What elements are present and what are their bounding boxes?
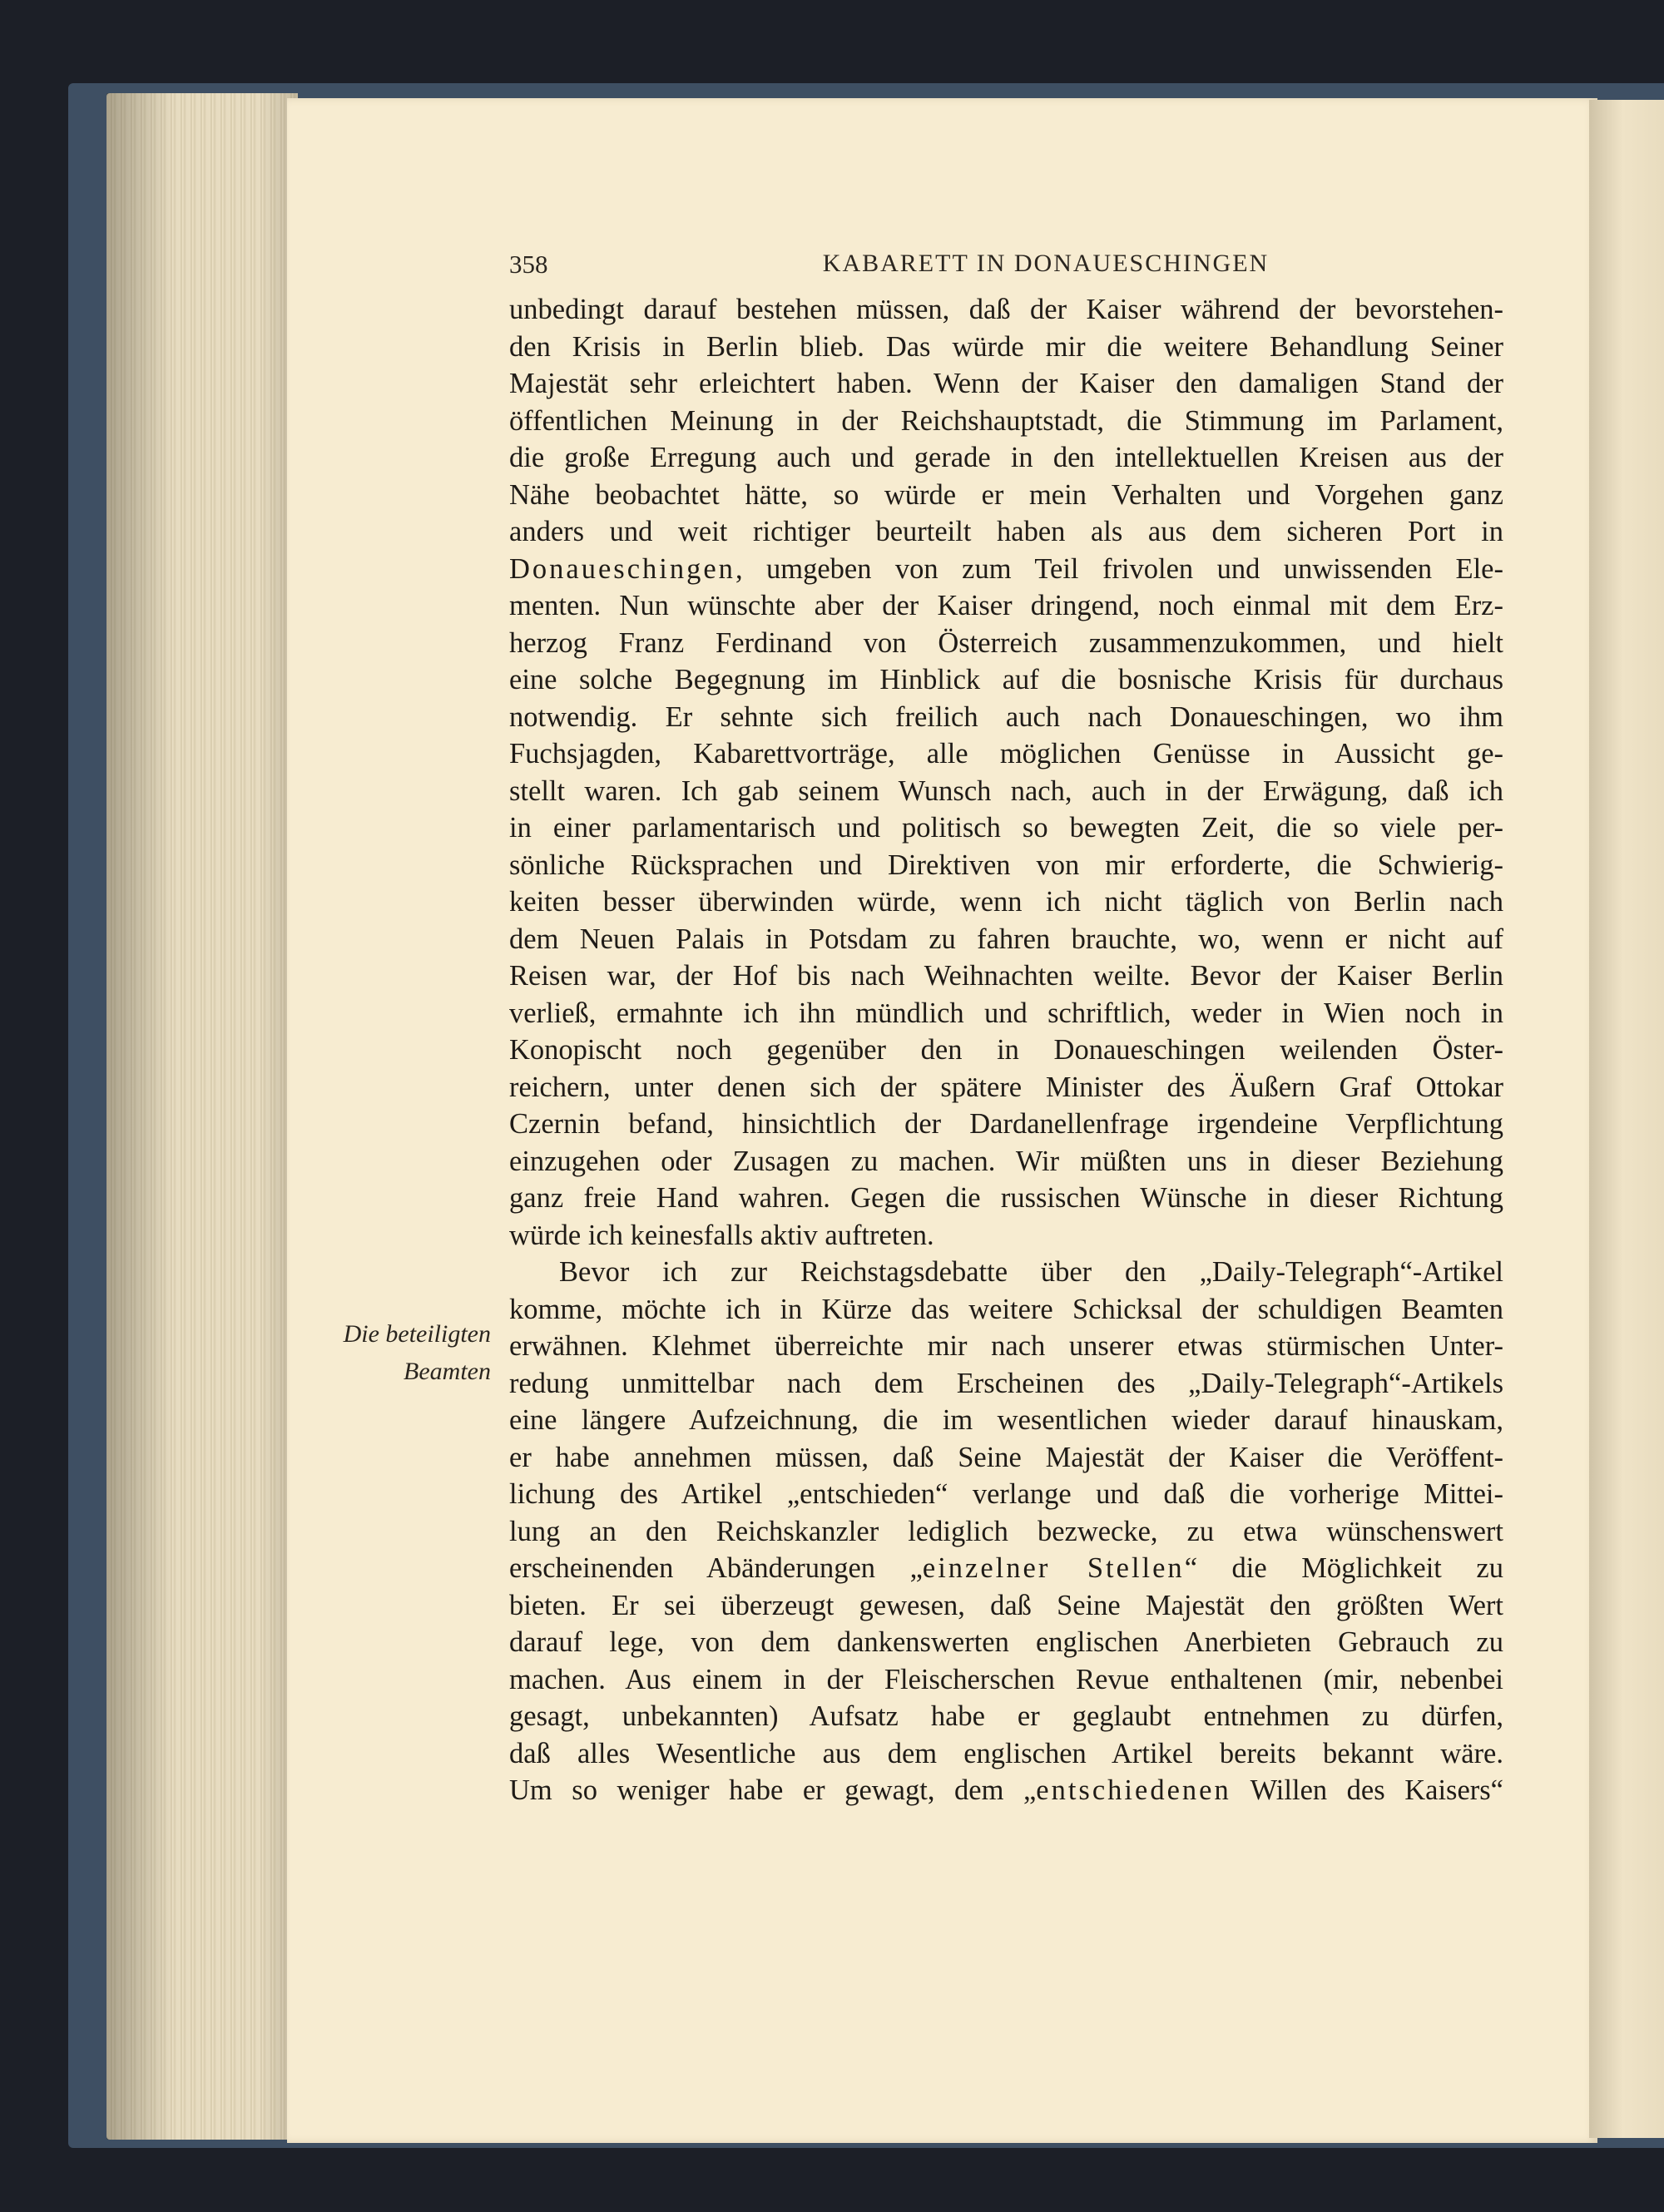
text-span: Um so weniger habe er gewagt, dem „: [509, 1774, 1037, 1806]
text-line: ganz freie Hand wahren. Gegen die russischen Wünsche in dieser Richtung: [509, 1182, 1503, 1214]
text-line: er habe annehmen müssen, daß Seine Majestät der Kaiser die Veröffent-: [509, 1441, 1503, 1473]
marginal-note: [320, 1316, 491, 1390]
text-line: öffentlichen Meinung in der Reichshauptstadt, die Stimmung im Parlament,: [509, 404, 1503, 437]
marginal-note-line: Beamten: [404, 1357, 491, 1385]
body-text: [509, 291, 1503, 1809]
text-line: lung an den Reichskanzler lediglich bezwecke, zu etwa wünschenswert: [509, 1515, 1503, 1547]
spaced-word: Donaueschingen: [509, 552, 735, 585]
text-line: Reisen war, der Hof bis nach Weihnachten weilte. Bevor der Kaiser Berlin: [509, 960, 1503, 992]
text-line: Czernin befand, hinsichtlich der Dardanellenfrage irgendeine Verpflichtung: [509, 1108, 1503, 1140]
text-line: daß alles Wesentliche aus dem englischen Artikel bereits bekannt wäre.: [509, 1737, 1503, 1769]
running-head: [509, 250, 1503, 283]
text-line: einzugehen oder Zusagen zu machen. Wir müßten uns in dieser Beziehung: [509, 1145, 1503, 1177]
text-line: stellt waren. Ich gab seinem Wunsch nach, auch in der Erwägung, daß ich: [509, 774, 1503, 807]
spaced-word: einzelner Stellen: [922, 1552, 1185, 1584]
text-line: [509, 1772, 1503, 1809]
text-line: dem Neuen Palais in Potsdam zu fahren brauchte, wo, wenn er nicht auf: [509, 923, 1503, 955]
text-line: in einer parlamentarisch und politisch so bewegten Zeit, die so viele per-: [509, 812, 1503, 844]
text-line: unbedingt darauf bestehen müssen, daß der Kaiser während der bevorstehen-: [509, 294, 1503, 325]
page-number: 358: [509, 250, 548, 279]
text-line: notwendig. Er sehnte sich freilich auch nach Donaueschingen, wo ihm: [509, 700, 1503, 733]
text-line: verließ, ermahnte ich ihn mündlich und schriftlich, weder in Wien noch in: [509, 997, 1503, 1029]
text-line: anders und weit richtiger beurteilt haben als aus dem sicheren Port in: [509, 516, 1503, 547]
text-span: “ die Möglichkeit zu: [1184, 1552, 1503, 1584]
text-line: darauf lege, von dem dankenswerten englischen Anerbieten Gebrauch zu: [509, 1626, 1503, 1658]
text-span: erscheinenden Abänderungen „: [509, 1552, 923, 1584]
text-line: Majestät sehr erleichtert haben. Wenn der Kaiser den damaligen Stand der: [509, 368, 1503, 399]
spaced-word: entschiedenen: [1036, 1774, 1231, 1806]
text-line: den Krisis in Berlin blieb. Das würde mir die weitere Behandlung Seiner: [509, 330, 1503, 363]
text-line: herzog Franz Ferdinand von Österreich zusammenzukommen, und hielt: [509, 626, 1503, 659]
text-line: sönliche Rücksprachen und Direktiven von mir erforderte, die Schwierig-: [509, 849, 1503, 881]
text-line: [509, 1550, 1503, 1587]
text-line: eine längere Aufzeichnung, die im wesentlichen wieder darauf hinauskam,: [509, 1404, 1503, 1436]
text-line: die große Erregung auch und gerade in den intellektuellen Kreisen aus der: [509, 442, 1503, 473]
marginal-note-line: Die beteiligten: [343, 1320, 491, 1348]
text-line: Konopischt noch gegenüber den in Donaueschingen weilenden Öster-: [509, 1034, 1503, 1066]
text-line: eine solche Begegnung im Hinblick auf die bosnische Krisis für durchaus: [509, 664, 1503, 695]
text-line: [509, 551, 1503, 588]
text-line: reichern, unter denen sich der spätere Minister des Äußern Graf Ottokar: [509, 1071, 1503, 1103]
text-line: komme, möchte ich in Kürze das weitere Schicksal der schuldigen Beamten: [509, 1293, 1503, 1325]
page-edges-shadow: [106, 93, 298, 2140]
text-span: , umgeben von zum Teil frivolen und unwissenden Ele-: [735, 552, 1503, 585]
text-line: gesagt, unbekannten) Aufsatz habe er geglaubt entnehmen zu dürfen,: [509, 1700, 1503, 1732]
chapter-title: KABARETT IN DONAUESCHINGEN: [822, 250, 1270, 277]
facing-page-edge: [1589, 100, 1664, 2138]
text-line: erwähnen. Klehmet überreichte mir nach unserer etwas stürmischen Unter-: [509, 1330, 1503, 1362]
text-line: bieten. Er sei überzeugt gewesen, daß Seine Majestät den größten Wert: [509, 1589, 1503, 1621]
text-line: Fuchsjagden, Kabarettvorträge, alle möglichen Genüsse in Aussicht ge-: [509, 738, 1503, 769]
text-line: menten. Nun wünschte aber der Kaiser dringend, noch einmal mit dem Erz-: [509, 590, 1503, 621]
text-line: redung unmittelbar nach dem Erscheinen des „Daily-Telegraph“-Artikels: [509, 1367, 1503, 1399]
text-line: Nähe beobachtet hätte, so würde er mein Verhalten und Vorgehen ganz: [509, 478, 1503, 511]
text-line: keiten besser überwinden würde, wenn ich nicht täglich von Berlin nach: [509, 886, 1503, 918]
text-line: machen. Aus einem in der Fleischerschen Revue enthaltenen (mir, nebenbei: [509, 1663, 1503, 1695]
text-line: Bevor ich zur Reichstagsdebatte über den „Daily-Telegraph“-Artikel: [559, 1256, 1503, 1288]
text-line: lichung des Artikel „entschieden“ verlange und daß die vorherige Mittei-: [509, 1478, 1503, 1510]
text-line: würde ich keinesfalls aktiv auftreten.: [509, 1219, 934, 1251]
text-span: Willen des Kaisers“: [1231, 1774, 1503, 1806]
